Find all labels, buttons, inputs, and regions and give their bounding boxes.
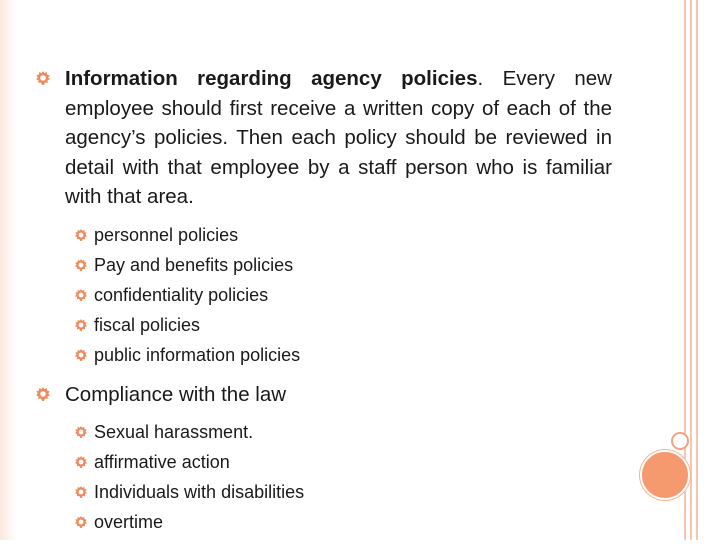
list-item-label: affirmative action: [94, 452, 230, 472]
gear-icon: [75, 426, 87, 438]
list-item: [75, 507, 612, 537]
gear-icon: [75, 259, 87, 271]
gear-icon: [36, 71, 50, 85]
gear-icon: [75, 456, 87, 468]
gear-icon: [36, 387, 50, 401]
gear-icon: [75, 319, 87, 331]
sub-list-compliance: [36, 417, 612, 537]
list-item: [75, 340, 612, 370]
orange-circle-decoration: [640, 450, 690, 500]
list-item-label: confidentiality policies: [94, 284, 269, 305]
slide-content: [36, 64, 612, 547]
list-item-label: personnel policies: [94, 224, 239, 245]
gear-icon: [75, 229, 87, 241]
list-item: [75, 280, 612, 310]
list-item-label: Pay and benefits policies: [94, 254, 294, 275]
list-item: [75, 220, 612, 250]
gear-icon: [75, 486, 87, 498]
sub-list-agency-policies: [36, 220, 612, 370]
bullet-text: [65, 64, 612, 212]
list-item-label: fiscal policies: [94, 314, 201, 335]
gear-icon: [75, 349, 87, 361]
list-item: [75, 417, 612, 447]
right-border-lines: [684, 0, 698, 540]
list-item: [75, 447, 612, 477]
gear-icon: [75, 289, 87, 301]
list-item: [75, 310, 612, 340]
left-edge-decoration: [0, 0, 16, 540]
list-item: [75, 477, 612, 507]
list-item: [75, 250, 612, 280]
list-item-label: public information policies: [94, 344, 301, 365]
bullet-compliance: [36, 380, 612, 410]
bullet-agency-policies: [36, 64, 612, 212]
list-item-label: Sexual harassment.: [94, 422, 254, 442]
list-item-label: Individuals with disabilities: [94, 482, 305, 502]
bullet-text: Compliance with the law: [65, 382, 287, 406]
small-circle-decoration: [671, 432, 689, 450]
list-item-label: overtime: [94, 512, 164, 532]
bullet-bold-lead: Information regarding agency policies: [65, 67, 478, 90]
gear-icon: [75, 516, 87, 528]
bullet-body: . Every new employee should first receive a written copy of each of the agency’s policies. Then each policy should be reviewed in detail with that employee by a staff person who is familiar with that area.: [65, 67, 612, 208]
